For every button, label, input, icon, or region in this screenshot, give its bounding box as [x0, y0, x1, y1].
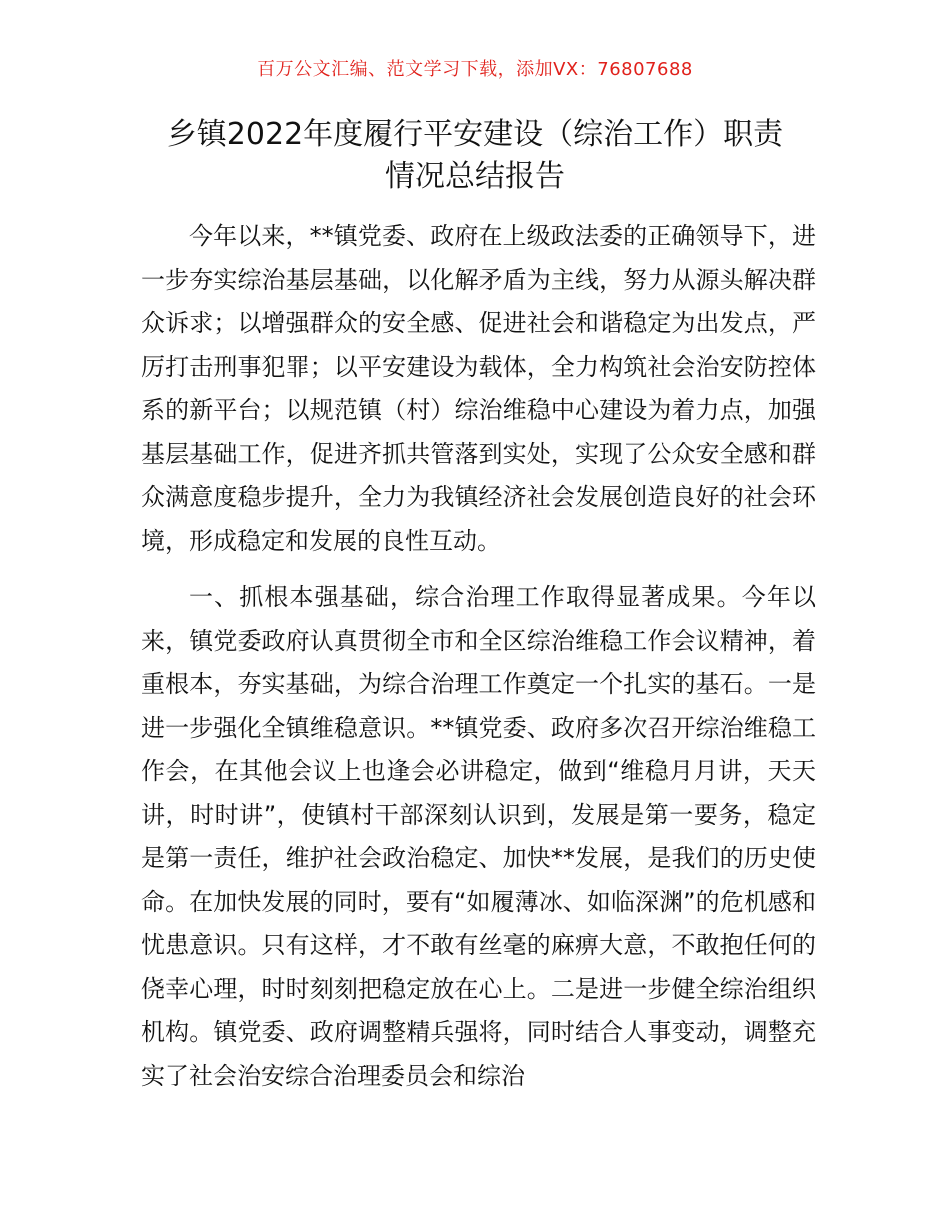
title-line-2: 情况总结报告 [385, 159, 565, 194]
paragraph-section-1: 一、抓根本强基础，综合治理工作取得显著成果。今年以来，镇党委政府认真贯彻全市和全区综治维稳工作会议精神，着重根本，夯实基础，为综合治理工作奠定一个扎实的基石。一是进一步强化全镇维稳意识。**镇党委、政府多次召开综治维稳工作会，在其他会议上也逢会必讲稳定，做到“维稳月月讲，天天讲，时时讲”，使镇村干部深刻认识到，发展是第一要务，稳定是第一责任，维护社会政治稳定、加快**发展，是我们的历史使命。在加快发展的同时，要有“如履薄冰、如临深渊”的危机感和忧患意识。只有这样，才不敢有丝毫的麻痹大意，不敢抱任何的侥幸心理，时时刻刻把稳定放在心上。二是进一步健全综治组织机构。镇党委、政府调整精兵强将，同时结合人事变动，调整充实了社会治安综合治理委员会和综治 [141, 583, 816, 1090]
document-body [141, 215, 816, 1098]
title-line-1: 乡镇2022年度履行平安建设（综治工作）职责 [166, 117, 784, 152]
header-watermark-note: 百万公文汇编、范文学习下载，添加VX：76807688 [257, 59, 693, 80]
paragraph-intro: 今年以来，**镇党委、政府在上级政法委的正确领导下，进一步夯实综治基层基础，以化解矛盾为主线，努力从源头解决群众诉求；以增强群众的安全感、促进社会和谐稳定为出发点，严厉打击刑事犯罪；以平安建设为载体，全力构筑社会治安防控体系的新平台；以规范镇（村）综治维稳中心建设为着力点，加强基层基础工作，促进齐抓共管落到实处，实现了公众安全感和群众满意度稳步提升，全力为我镇经济社会发展创造良好的社会环境，形成稳定和发展的良性互动。 [141, 222, 816, 555]
document-title [100, 114, 850, 198]
